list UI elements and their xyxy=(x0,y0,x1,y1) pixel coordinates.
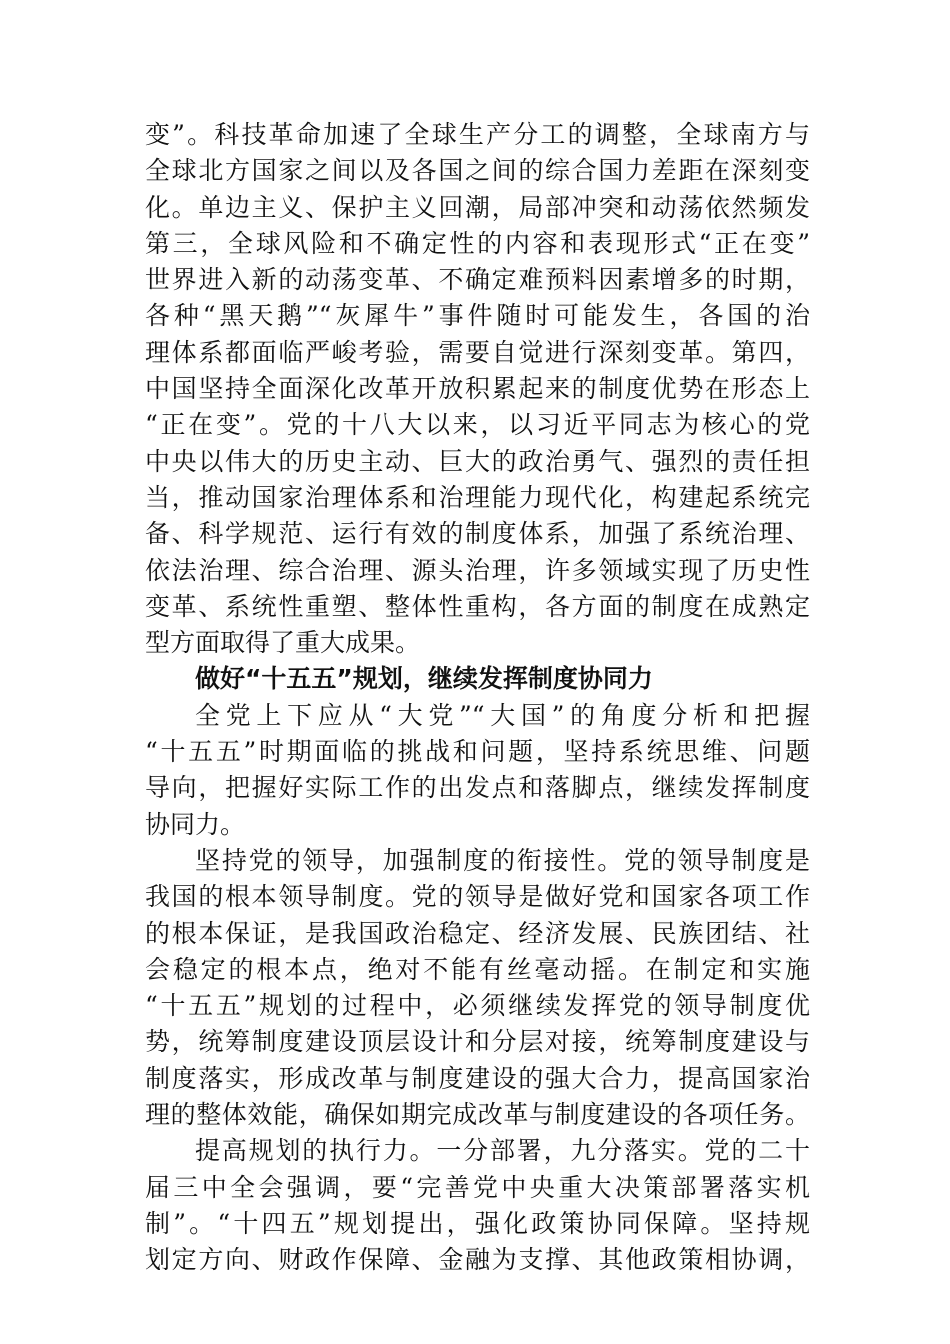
text-line: 当，推动国家治理体系和治理能力现代化，构建起系统完 xyxy=(145,482,810,512)
text-line: “十五五”时期面临的挑战和问题，坚持系统思维、问题 xyxy=(145,737,810,767)
text-line: 各种“黑天鹅”“灰犀牛”事件随时可能发生，各国的治 xyxy=(145,301,810,331)
text-line: 坚持党的领导，加强制度的衔接性。党的领导制度是 xyxy=(195,845,810,875)
text-line: 化。单边主义、保护主义回潮，局部冲突和动荡依然频发 xyxy=(145,192,810,222)
text-line: “正在变”。党的十八大以来，以习近平同志为核心的党 xyxy=(145,410,810,440)
text-line: 我国的根本领导制度。党的领导是做好党和国家各项工作 xyxy=(145,882,810,912)
text-line: 型方面取得了重大成果。 xyxy=(145,628,421,658)
text-line: 世界进入新的动荡变革、不确定难预料因素增多的时期， xyxy=(145,265,810,295)
text-line: 依法治理、综合治理、源头治理，许多领域实现了历史性 xyxy=(145,555,810,585)
text-line: 划定方向、财政作保障、金融为支撑、其他政策相协调， xyxy=(145,1245,810,1275)
text-line: 提高规划的执行力。一分部署，九分落实。党的二十 xyxy=(195,1136,810,1166)
section-heading: 做好“十五五”规划，继续发挥制度协同力 xyxy=(195,664,653,694)
text-line: 势，统筹制度建设顶层设计和分层对接，统筹制度建设与 xyxy=(145,1027,810,1057)
text-line: 协同力。 xyxy=(145,809,246,839)
text-line: 变革、系统性重塑、整体性重构，各方面的制度在成熟定 xyxy=(145,591,810,621)
text-line: “十五五”规划的过程中，必须继续发挥党的领导制度优 xyxy=(145,991,810,1021)
text-line: 第三，全球风险和不确定性的内容和表现形式“正在变” xyxy=(145,228,810,258)
document-body xyxy=(145,117,810,1279)
text-line: 理的整体效能，确保如期完成改革与制度建设的各项任务。 xyxy=(145,1100,810,1130)
text-line: 的根本保证，是我国政治稳定、经济发展、民族团结、社 xyxy=(145,918,810,948)
text-line: 全党上下应从“大党”“大国”的角度分析和把握 xyxy=(195,700,810,730)
text-line: 制度落实，形成改革与制度建设的强大合力，提高国家治 xyxy=(145,1063,810,1093)
text-line: 理体系都面临严峻考验，需要自觉进行深刻变革。第四， xyxy=(145,337,810,367)
text-line: 届三中全会强调，要“完善党中央重大决策部署落实机 xyxy=(145,1172,810,1202)
text-line: 全球北方国家之间以及各国之间的综合国力差距在深刻变 xyxy=(145,156,810,186)
text-line: 变”。科技革命加速了全球生产分工的调整，全球南方与 xyxy=(145,120,810,149)
text-line: 中国坚持全面深化改革开放积累起来的制度优势在形态上 xyxy=(145,374,810,404)
text-line: 导向，把握好实际工作的出发点和落脚点，继续发挥制度 xyxy=(145,773,810,803)
text-line: 中央以伟大的历史主动、巨大的政治勇气、强烈的责任担 xyxy=(145,446,810,476)
text-line: 制”。“十四五”规划提出，强化政策协同保障。坚持规 xyxy=(145,1208,810,1238)
text-line: 备、科学规范、运行有效的制度体系，加强了系统治理、 xyxy=(145,519,810,549)
text-line: 会稳定的根本点，绝对不能有丝毫动摇。在制定和实施 xyxy=(145,954,810,984)
